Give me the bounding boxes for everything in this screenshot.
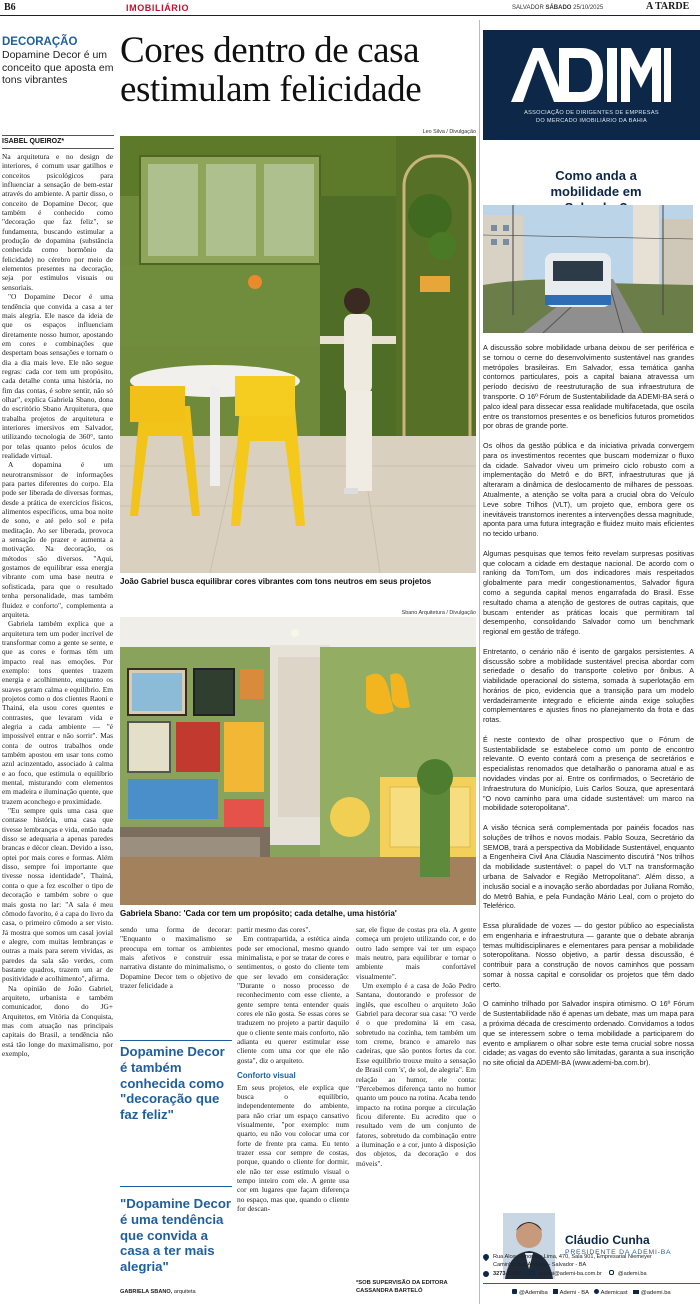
paragraph: Em seus projetos, ele explica que busca o equilíbrio, independentemente do ambiente, para não criar um espaço cansativo visualmente, "por exemplo: num quarto, eu não vou colocar uma cor forte de frente pra cama. Eu tento trazer essa cor sempre de costas, porque, quando o cliente for dormir, ele não ter esse estímulo visual o tempo inteiro com ele. A gente usa cor em lugares que façam diferença no espaço, mas que, quando o cliente for descan- xyxy=(237,1082,349,1213)
paragraph: "O Dopamine Decor é uma tendência que convida a casa a ter mais alegria. Ele nasce da ideia de que os espaços influenciam diretamente nosso humor, apostando em cores e combinações que despertam boas sensações e tornam o dia a dia mais leve. Ele não segue regras: cada cor tem um propósito, cada detalhe conta uma história, no fim das contas, é sobre sentir, não só olhar", explica Gabriela Sbano, dona do escritório Sbano Arquitetura, que trabalha projetos de arquitetura e interiores imersivos em Salvador, utilizando tecnologia de 360°, tanto por telas quanto pelos óculos de realidade virtual. xyxy=(2,292,113,460)
ad-contact xyxy=(483,1253,700,1278)
photo2-living-room xyxy=(120,617,476,905)
phone-icon xyxy=(483,1271,489,1277)
ad-paragraph: A discussão sobre mobilidade urbana deixou de ser periférica e se tornou o cerne do desenvolvimento sustentável nas grandes metrópoles brasileiras. Em Salvador, essa temática ganha contornos particulares, pois a capital baiana atravessa um período decisivo de reestruturação de sua infraestrutura de transporte. O 16º Fórum de Sustentabilidade da ADEMI-BA será o palco ideal para dissecar essa realidade multifacetada, que oscila entre os transtornos presentes e os benefícios futuros prometidos por obras de grande porte. xyxy=(483,343,694,431)
footnote: *SOB SUPERVISÃO DA EDITORA CASSANDRA BARTELÓ xyxy=(356,1280,448,1294)
paragraph: Na arquitetura e no design de interiores, é comum usar gatilhos e conceitos psicológicos para influenciar a sensação de bem-estar através do ambiente. A partir disso, o conceito de Dopamine Decor, que também é conhecido como "decoração que faz feliz", se fundamenta, buscando estimular a produção de dopamina (substância conhecida como hormônio da felicidade) no cérebro por meio de elementos presentes na decoração, seja por estímulos visuais ou sensoriais. xyxy=(2,152,113,292)
headline: Cores dentro de casa estimulam felicidade xyxy=(120,30,422,110)
social-youtube[interactable]: @ademi.ba xyxy=(640,1290,671,1296)
page-number: B6 xyxy=(4,2,16,13)
paragraph: Um exemplo é a casa de João Pedro Santana, doutorando e professor de inglês, que escolheu o arquiteto João Gabriel para decorar sua casa: "O verde é o que predomina lá em casa, sobretudo na cozinha, tem também um tom creme, branco e amarelo nas cadeiras, que são pontos fortes da cor. Esse equilíbrio trouxe muito a sensação de Brasil com 's', de sol, de alegria". Em relação ao humor, ele conta: "Percebemos diferença tanto no humor quanto um pouco na rotina. Acaba tendo impacto na rotina porque a circulação ficou diferente. Eu acredito que o resultado vem de um conjunto de fatores, sobretudo da combinação entre a iluminação e a cor, junto à disposição dos objetos, da decoração e dos móveis". xyxy=(356,981,476,1168)
pullquote-rule-mid xyxy=(120,1186,232,1187)
ad-photo-vlt-train xyxy=(483,205,693,333)
ad-tagline-2: DO MERCADO IMOBILIÁRIO DA BAHIA xyxy=(536,118,647,124)
section-name: IMOBILIÁRIO xyxy=(126,3,190,13)
location-pin-icon xyxy=(482,1253,490,1261)
paragraph: Na opinião de João Gabriel, arquiteto, urbanista e também comunicador, dono do JG+ Arquitetos, em Vitória da Conquista, mas com atuação nas principais capitais do Brasil, a tendência não está tão longe do maximalismo, por exemplo, xyxy=(2,983,113,1058)
ad-paragraph: Algumas pesquisas que temos feito revelam surpresas positivas que colocam a cidade em destaque nacional. De acordo com o ranking da TomTom, um dos indicadores mais respeitados globalmente para medir congestionamentos, Salvador figura como a segunda capital menos engarrafada do Brasil. Esse resultado chama a atenção de gestores de outras capitais, que buscam entender as práticas locais que permitiram tal desempenho, consolidando Salvador como um benchmark regional em gestão de tráfego. xyxy=(483,548,694,637)
president-role: PRESIDENTE DA ADEMI-BA xyxy=(565,1249,672,1256)
ad-paragraph: Os olhos da gestão pública e da iniciativa privada convergem para os investimentos recentes que buscam modernizar o fluxo da cidade. Salvador viveu um primeiro ciclo robusto com a implementação do Metrô e do BRT, infraestruturas que já alteraram a dinâmica de deslocamento de milhares de pessoas. Atualmente, a atenção se volta para a crucial obra do Veículo Leve sobre Trilhos (VLT), um projeto que, embora gere os inevitáveis transtornos inerentes a intervenções dessa magnitude, aponta para uma futura integração e fluidez muito mais eficientes no tecido urbano. xyxy=(483,440,694,539)
facebook-icon xyxy=(512,1289,517,1294)
ad-title: Como anda a mobilidade em xyxy=(550,168,642,199)
photo2-caption: Gabriela Sbano: 'Cada cor tem um propósito; cada detalhe, uma história' xyxy=(120,909,397,918)
kicker-summary: Dopamine Decor é um conceito que aposta em tons vibrantes xyxy=(2,49,114,86)
column-4 xyxy=(356,925,476,1255)
paragraph: partir mesmo das cores". xyxy=(237,925,311,934)
podcast-icon xyxy=(594,1289,599,1294)
column-2 xyxy=(120,925,232,1011)
column-divider xyxy=(479,20,480,1304)
address-row xyxy=(483,1253,700,1269)
paragraph: A dopamina é um neurotransmissor de informações para partes diferentes do corpo. Ela pode ser liberada de diversas formas, desde a prática de exercícios físicos, alimentos específicos, uma boa noite de sono, e até pelo sol e pela meditação. Ao ser liberada, provoca a sensação de prazer e aumenta a motivação. Na decoração, os métodos são diversos. "Aqui, gostamos de equilibrar essa energia vibrante com uma base neutra e sofisticada, para que o resultado tenha personalidade, mas também fluidez e conforto", complementa a arquiteta. xyxy=(2,460,113,619)
social-podcast[interactable]: Ademicast xyxy=(600,1290,628,1296)
column-3 xyxy=(237,925,349,1300)
paragraph: "Eu sempre quis uma casa que contasse história, uma casa que tivesse lembranças e vida, então nada disso se adequaria a apenas paredes brancas e décor clean. Devido a isso, optei por mais cores e formas. Além disso, sempre foi importante que tivesse nossa identidade", Thainá, conta o que a fez escolher o tipo de decoração e também sobre o que mais gosta no lar: "A sala é meu cômodo favorito, é a capa do livro da casa, o primeiro cômodo a ser visto. Já mostra que somos um casal jovial e alegre, com muitas lembranças e outras a mais para serem vividas, as paredes da sala são verdes, com bastante quadros, trazem um ar de positividade e acolhimento", afirma. xyxy=(2,806,113,984)
ad-paragraph: Entretanto, o cenário não é isento de gargalos persistentes. A discussão sobre a mobilidade sustentável precisa abordar com seriedade o desafio do transporte coletivo por ônibus. A viabilidade operacional do sistema, somada à superlotação em horários de pico, evidencia que a transição para um modelo verdadeiramente integrado e eficiente ainda exige soluções complementares e ajustes finos no planejamento da frota e das rotas. xyxy=(483,646,694,725)
subhead: Conforto visual xyxy=(237,1071,296,1081)
instagram-icon xyxy=(609,1270,614,1275)
photo1-credit: Leo Silva / Divulgação xyxy=(422,129,476,135)
ademi-logo-mark xyxy=(511,44,671,104)
paragraph: sendo uma forma de decorar: "Enquanto o maximalismo se preocupa em tornar os ambientes mais afetivos e construir essa narrativa distante do minimalismo, o Dopamine Decor tem o objetivo de trazer felicidade a xyxy=(120,925,232,991)
paragraph: Em contrapartida, a estética ainda pode ser emocional, mesmo quando minimalista, e por se tratar de cores e sentimentos, o gosto do cliente tem que ser levado em consideração: "Durante o nosso processo de reconhecimento com esse cliente, a gente sempre tenta entender quais cores ele não gosta. Se essas cores se traduzem no projeto a partir daquilo que o cliente sente mais conforto, não adianta eu querer estimular esse cliente com uma cor que ele não gosta", diz o arquiteto. xyxy=(237,934,349,1065)
ad-header xyxy=(483,30,700,140)
kicker-label: DECORAÇÃO xyxy=(2,36,78,48)
email-icon xyxy=(529,1271,535,1275)
pullquote-2-attribution: GABRIELA SBANO, arquiteta xyxy=(120,1289,196,1295)
instagram-handle[interactable]: @ademi.ba xyxy=(617,1271,647,1277)
ad-paragraph: O caminho trilhado por Salvador inspira otimismo. O 16º Fórum de Sustentabilidade não é apenas um debate, mas um mapa para a próxima década de crescimento ordenado. Convidamos a todos que se interessem sobre o tema mobilidade a participarem do evento e ampliarem o olhar sobre este tema crucial sobre nossa cidade; as vagas do evento são limitadas, garanta a sua inscrição no site oficial da ADEMI-BA (www.ademi-ba.com.br). xyxy=(483,999,694,1068)
pullquote-2: "Dopamine Decor é uma tendência que convida a casa a ter mais alegria" xyxy=(120,1196,232,1275)
byline: ISABEL QUEIROZ* xyxy=(2,138,65,145)
ad-paragraph: Essa pluralidade de vozes — do gestor público ao especialista em engenharia e infraestrutura — garante que o debate abranja temas multidisciplinares e elementares para pensar a mobilidade soteropolitana. Nosso objetivo, a partir dessa discussão, é contribuir para a construção de novos caminhos que possam somar à nossa capital e consolidar os projetos que têm dado certo. xyxy=(483,921,694,989)
phone-number[interactable]: 3273-8130 xyxy=(493,1271,520,1277)
contact-row xyxy=(483,1270,700,1278)
address-line-1: Rua Alceu Amoroso Lima, 470, Sala 901, Empresarial Niemeyer xyxy=(493,1254,652,1260)
ad-paragraph: É neste contexto de olhar prospectivo que o Fórum de Sustentabilidade se estabelece como um ponto de encontro relevante. O evento contará com a presença de secretários e especialistas renomados que detalharão o panorama atual e as novidades vindas por aí. Entre os confirmados, o Secretário de Infraestrutura do Município, Luis Carlos Souza, que apresentará "O novo caminho para uma cidade sustentável: um marco na mobilidade soteropolitana". xyxy=(483,734,694,813)
column-1 xyxy=(2,152,113,1300)
social-linkedin[interactable]: Ademi - BA xyxy=(559,1290,589,1296)
paragraph: Gabriela também explica que a arquitetura tem um poder incrível de transformar como a gente se sente, e que as cores e formas têm um impacto real nas emoções. Por exemplo: tons quentes trazem energia e acolhimento, enquanto os suaves geram calma e equilíbrio. Em projetos como o dos clientes Raoni e Thainá, ela usou cores quentes e contrastes, que levaram vida e alegria a cada ambiente — "é impossível entrar e não sorrir". Mas conta de outros trabalhos onde também apostou em usar tons como azul acinzentado, associado à calma e ao foco, que estimula o equilíbrio mental, misturando com elementos em madeira e iluminação quente, que trazem aconchego e proximidade. xyxy=(2,619,113,806)
photo2-credit: Sbano Arquitetura / Divulgação xyxy=(401,610,476,616)
ad-paragraph: A visão técnica será complementada por painéis focados nas soluções de trilhos e novos modais. Pablo Souza, Secretário da SEMOB, trará a perspectiva da Mobilidade Sustentável, enquanto a Engenheira Civil Ana Cláudia Nascimento discutirá "Nos trilhos da mobilidade sustentável: o papel do VLT na transformação urbana de Salvador e Região Metropolitana". Além disso, a inclusão social e a inovação serão abordadas por Juliana Romão, do Metrô Bahia, e pela Fundação Mário Leal, com o projeto do Teleférico. xyxy=(483,823,694,911)
header-rule xyxy=(0,15,700,16)
page-header xyxy=(0,0,700,16)
photo1-caption: João Gabriel busca equilibrar cores vibrantes com tons neutros em seus projetos xyxy=(120,577,432,586)
kicker xyxy=(2,36,114,87)
youtube-icon xyxy=(633,1290,639,1294)
ad-article xyxy=(483,343,694,1304)
linkedin-icon xyxy=(553,1289,558,1294)
pullquote-rule-top xyxy=(120,1040,232,1041)
byline-rule-bottom xyxy=(2,148,114,149)
email-address[interactable]: ademi@ademi-ba.com.br xyxy=(538,1271,602,1277)
president-name: Cláudio Cunha xyxy=(565,1233,650,1247)
newspaper-name: A TARDE xyxy=(646,1,690,12)
social-facebook[interactable]: @Ademiba xyxy=(518,1290,548,1296)
address-line-2: Caminho das Árvores - Salvador - BA xyxy=(493,1262,587,1268)
paragraph: sar, ele fique de costas pra ela. A gente começa um projeto utilizando cor, e do outro lado sempre vai ter um espaço mais neutro, para equilibrar e tornar o ambiente mais confortável visualmente". xyxy=(356,925,476,981)
ad-tagline-1: ASSOCIAÇÃO DE DIRIGENTES DE EMPRESAS xyxy=(524,110,659,116)
header-date: SALVADOR SÁBADO 25/10/2025 xyxy=(512,5,604,11)
byline-rule xyxy=(2,135,114,136)
pullquote-1: Dopamine Decor é também conhecida como "decoração que faz feliz" xyxy=(120,1044,225,1123)
ad-social-row xyxy=(483,1289,700,1296)
photo1-kitchen xyxy=(120,136,476,573)
